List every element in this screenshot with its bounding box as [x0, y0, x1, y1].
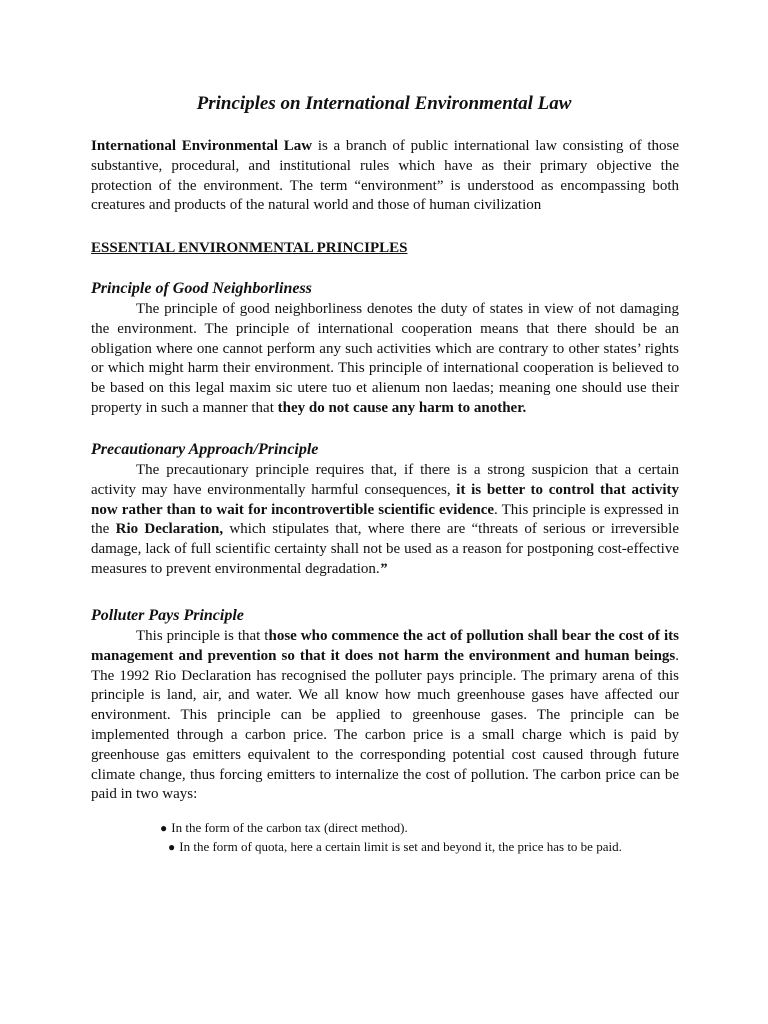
precautionary-text-2: . This principle is expressed in the — [91, 501, 679, 538]
polluter-pays-text-1: This principle is that t — [136, 628, 269, 644]
bullet-icon: ● — [168, 840, 176, 854]
precautionary-bold-1: it is better to control that activity now rather than to wait for incontrovertible scientific evidence — [91, 481, 679, 518]
good-neighborliness-paragraph — [91, 300, 679, 419]
precautionary-heading: Precautionary Approach/Principle — [91, 441, 319, 458]
precautionary-bold-2: Rio Declaration, — [115, 521, 224, 538]
precautionary-text-3: which stipulates that, where there are “threats of serious or irreversible damage, lack of full scientific certainty shall not be used as a reason for postponing cost-effective measures to prevent environmental degradation. — [91, 521, 680, 577]
section-heading: ESSENTIAL ENVIRONMENTAL PRINCIPLES — [91, 240, 408, 256]
intro-text: is a branch of public international law consisting of those substantive, procedural, and institutional rules which have as their primary objective the protection of the environment. The term “environment” is understood as encompassing both creatures and products of the natural world and those of human civilization — [91, 138, 679, 214]
list-item — [160, 819, 408, 837]
good-neighborliness-text: The principle of good neighborliness denotes the duty of states in view of not damaging the environment. The principle of international cooperation means that there should be an obligation where one cannot perform any such activities which are contrary to other states’ rights or which might harm their environment. This principle of international cooperation is believed to be based on this legal maxim sic utere tuo et alienum non laedas; meaning one should use their property in such a manner that — [91, 301, 679, 416]
bullet-icon: ● — [160, 821, 168, 835]
intro-paragraph — [91, 137, 679, 216]
list-item — [168, 838, 622, 856]
polluter-pays-bold-1: hose who commence the act of pollution shall bear the cost of its management and prevention so that it does not harm the environment and human beings — [91, 628, 679, 664]
polluter-pays-heading: Polluter Pays Principle — [91, 607, 244, 624]
precautionary-paragraph — [91, 461, 679, 580]
precautionary-text-1: The precautionary principle requires that, if there is a strong suspicion that a certain activity may have environmentally harmful consequences, — [91, 462, 679, 498]
bullet-text: In the form of quota, here a certain limit is set and beyond it, the price has to be paid. — [179, 839, 622, 854]
good-neighborliness-bold: they do not cause any harm to another. — [277, 399, 527, 416]
good-neighborliness-heading: Principle of Good Neighborliness — [91, 280, 312, 297]
intro-term: International Environmental Law — [91, 138, 313, 154]
bullet-text: In the form of the carbon tax (direct method). — [171, 820, 408, 835]
document-title: Principles on International Environmental Law — [196, 93, 572, 114]
precautionary-closing-quote: ” — [379, 560, 388, 577]
polluter-pays-paragraph — [91, 627, 679, 805]
polluter-pays-text-2: . The 1992 Rio Declaration has recognised the polluter pays principle. The primary arena of this principle is land, air, and water. We all know how much greenhouse gases have affected our environment. This principle can be applied to greenhouse gases. The principle can be implemented through a carbon price. The carbon price is a small charge which is paid by greenhouse gas emitters equivalent to the corresponding potential cost caused through future climate change, thus forcing emitters to internalize the cost of pollution. The carbon price can be paid in two ways: — [91, 647, 679, 803]
